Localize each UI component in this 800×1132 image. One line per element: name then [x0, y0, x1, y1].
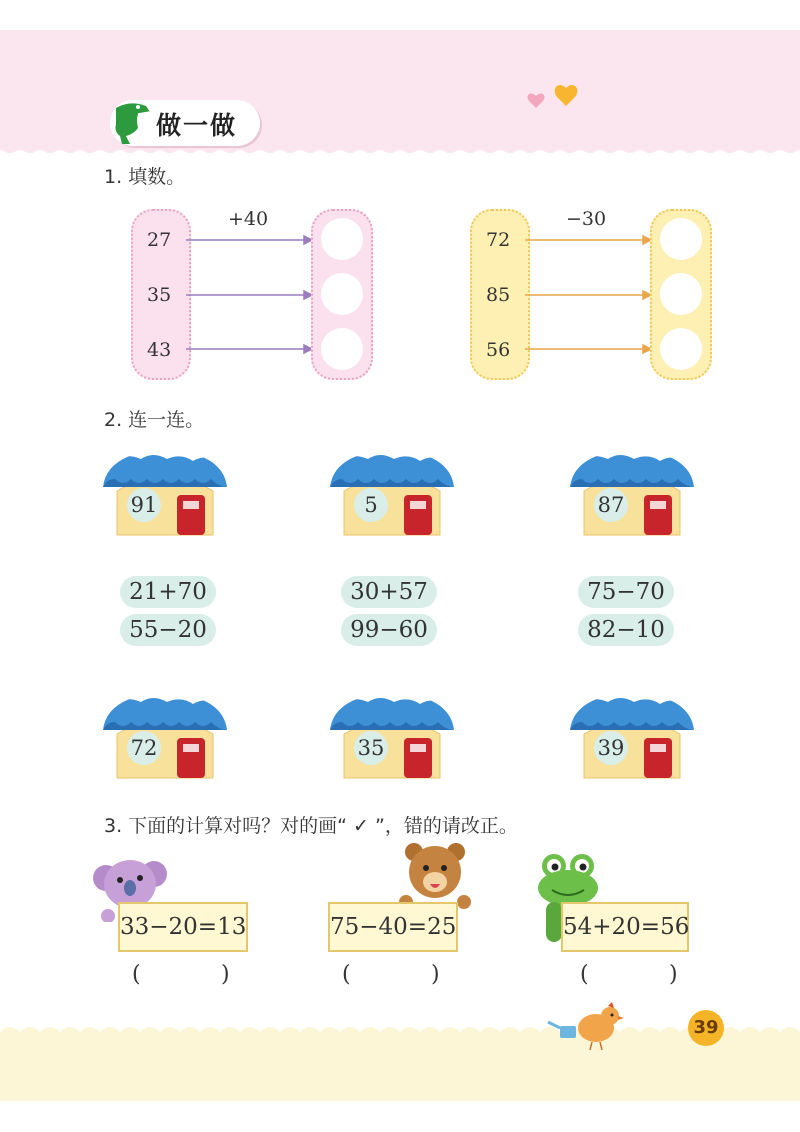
- house-bottom-3-number: 39: [597, 736, 625, 760]
- house-top-1-number: 91: [130, 493, 158, 517]
- footer-band: [0, 1035, 800, 1101]
- expr-2a[interactable]: 30+57: [341, 576, 437, 608]
- q1-right-input-1: 72: [486, 229, 511, 251]
- house-bottom-3[interactable]: [570, 686, 694, 782]
- q1-left-answer-1[interactable]: [321, 218, 363, 260]
- crocodile-icon: [108, 98, 154, 146]
- q3-answer-1-close: ): [221, 962, 230, 987]
- page-number-badge: 39: [688, 1010, 724, 1046]
- expr-3a[interactable]: 75−70: [578, 576, 674, 608]
- house-bottom-1[interactable]: [103, 686, 227, 782]
- q3-card-1: 33−20=13: [118, 902, 248, 952]
- q3-answer-3-field[interactable]: [598, 962, 668, 992]
- house-top-1[interactable]: [103, 443, 227, 539]
- q1-right-input-3: 56: [486, 339, 511, 361]
- hearts-icon: [526, 82, 582, 112]
- q3-answer-3-close: ): [669, 962, 678, 987]
- q3-answer-2-open: (: [342, 962, 351, 987]
- q1-right-arrows: [521, 230, 657, 354]
- q3-title: 3. 下面的计算对吗？对的画“ ✓ ”，错的请改正。: [104, 815, 518, 837]
- q3-answer-1-field[interactable]: [150, 962, 220, 992]
- q3-answer-3-open: (: [580, 962, 589, 987]
- q1-right-answer-1[interactable]: [660, 218, 702, 260]
- q1-left-arrows: [182, 230, 318, 354]
- q1-left-input-1: 27: [147, 229, 172, 251]
- q3-answer-2-field[interactable]: [360, 962, 430, 992]
- q3-card-2: 75−40=25: [328, 902, 458, 952]
- q1-right-input-2: 85: [486, 284, 511, 306]
- q3-card-3: 54+20=56: [561, 902, 689, 952]
- q1-left-input-2: 35: [147, 284, 172, 306]
- q1-left-answer-2[interactable]: [321, 273, 363, 315]
- expr-3b[interactable]: 82−10: [578, 614, 674, 646]
- house-top-2[interactable]: [330, 443, 454, 539]
- q3-answer-2-close: ): [431, 962, 440, 987]
- house-top-3-number: 87: [597, 493, 625, 517]
- q3-answer-1-open: (: [132, 962, 141, 987]
- house-bottom-2-number: 35: [357, 736, 385, 760]
- q1-left-answer-3[interactable]: [321, 328, 363, 370]
- q1-right-answer-2[interactable]: [660, 273, 702, 315]
- q1-right-op: −30: [566, 208, 607, 230]
- expr-2b[interactable]: 99−60: [341, 614, 437, 646]
- expr-1b[interactable]: 55−20: [120, 614, 216, 646]
- q1-left-op: +40: [228, 208, 269, 230]
- q1-left-input-3: 43: [147, 339, 172, 361]
- section-title: 做一做: [156, 111, 238, 140]
- q1-right-answer-3[interactable]: [660, 328, 702, 370]
- expr-1a[interactable]: 21+70: [120, 576, 216, 608]
- house-bottom-1-number: 72: [130, 736, 158, 760]
- house-top-3[interactable]: [570, 443, 694, 539]
- q1-title: 1. 填数。: [104, 166, 186, 188]
- chick-watering-icon: [546, 1002, 626, 1052]
- q2-title: 2. 连一连。: [104, 409, 205, 431]
- bear-icon: [394, 840, 476, 910]
- house-top-2-number: 5: [364, 493, 378, 517]
- house-bottom-2[interactable]: [330, 686, 454, 782]
